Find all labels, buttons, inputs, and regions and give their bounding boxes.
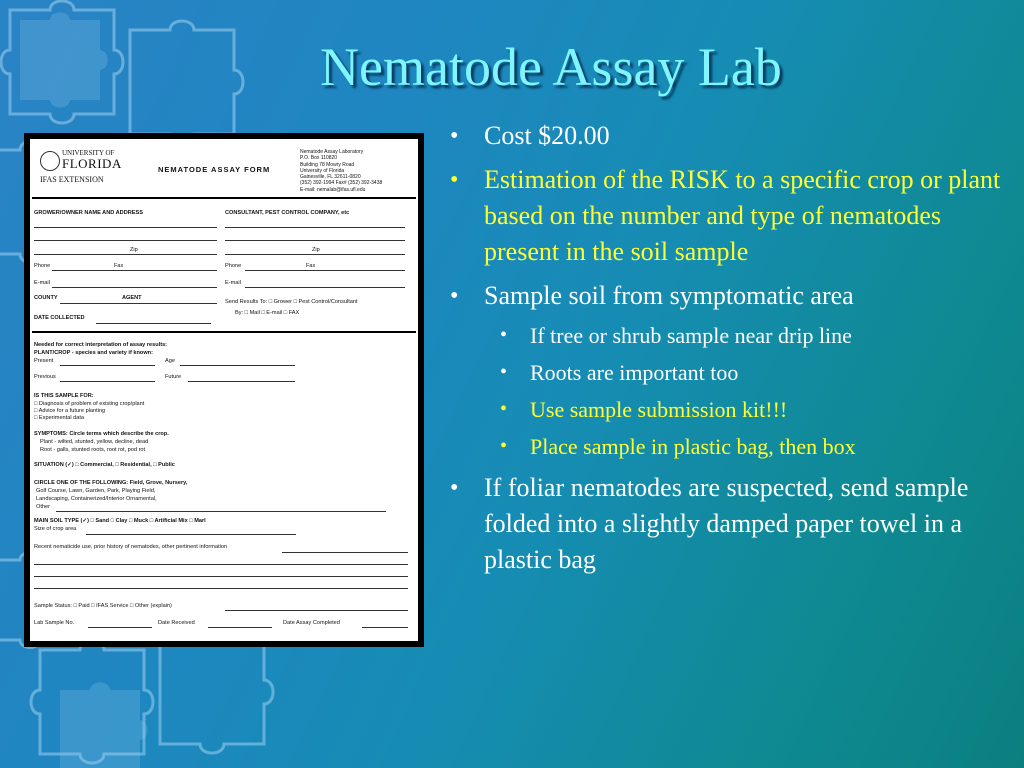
grower-line <box>34 227 217 228</box>
subbullet-roots: • Roots are important too <box>448 357 1018 388</box>
lab-no-line <box>88 627 152 628</box>
send-by-label: By: □ Mail □ E-mail □ FAX <box>235 310 300 316</box>
email-line <box>245 287 405 288</box>
grower-heading: GROWER/OWNER NAME AND ADDRESS <box>34 210 143 216</box>
previous-label: Previous <box>34 374 56 380</box>
is-this-heading: IS THIS SAMPLE FOR: <box>34 393 94 399</box>
email-label: E-mail <box>34 280 50 286</box>
diag-option: □ Advice for a future planting <box>34 408 106 414</box>
agent-label: AGENT <box>122 295 142 301</box>
email-line <box>52 287 217 288</box>
fax-label: Fax <box>114 263 124 269</box>
status-label: Sample Status: □ Paid □ IFAS Service □ Other (explain) <box>34 603 172 609</box>
circle-options: Golf Course, Lawn, Garden, Park, Playing Field, <box>36 488 156 494</box>
county-line <box>60 303 217 304</box>
send-results-label: Send Results To: □ Grower □ Pest Control/Consultant <box>225 299 358 305</box>
diag-option: □ Experimental data <box>34 415 85 421</box>
divider <box>32 331 416 333</box>
bullet-cost: • Cost $20.00 <box>448 118 1018 154</box>
recent-line <box>34 588 408 589</box>
zip-line <box>34 254 217 255</box>
nematode-assay-form-image <box>24 133 424 647</box>
assay-form <box>30 139 418 641</box>
plant-crop-label: PLANT/CROP - species and variety if known: <box>34 350 153 356</box>
soil-type-label: MAIN SOIL TYPE (✓) □ Sand □ Clay □ Muck □ Artificial Mix □ Marl <box>34 518 206 524</box>
subbullet-plastic-bag: • Place sample in plastic bag, then box <box>448 431 1018 462</box>
circle-label: CIRCLE ONE OF THE FOLLOWING: Field, Grove, Nursery, <box>34 480 188 486</box>
bullet-sample-soil: • Sample soil from symptomatic area <box>448 278 1018 314</box>
age-label: Age <box>165 358 175 364</box>
uf-seal-icon <box>40 151 60 171</box>
zip-label: Zip <box>312 247 320 253</box>
future-label: Future <box>165 374 182 380</box>
previous-line <box>60 381 155 382</box>
present-label: Present <box>34 358 54 364</box>
date-collected-line <box>96 323 211 324</box>
future-line <box>188 381 295 382</box>
phone-label: Phone <box>34 263 51 269</box>
situation-label: SITUATION (✓) □ Commercial, □ Residential, □ Public <box>34 462 175 468</box>
form-title: NEMATODE ASSAY FORM <box>158 165 271 174</box>
ifas-extension-label: IFAS EXTENSION <box>40 175 104 184</box>
phone-line <box>52 270 217 271</box>
email-label: E-mail <box>225 280 241 286</box>
county-label: COUNTY <box>34 295 58 301</box>
age-line <box>180 365 295 366</box>
size-label: Size of crop area <box>34 526 77 532</box>
present-line <box>60 365 155 366</box>
size-line <box>86 534 296 535</box>
subbullet-submission-kit: • Use sample submission kit!!! <box>448 394 1018 425</box>
uf-university-label: UNIVERSITY OF <box>62 149 115 157</box>
bullet-foliar-nematodes: • If foliar nematodes are suspected, send sample folded into a slightly damped paper towel in a plastic bag <box>448 470 1018 578</box>
bullet-list <box>448 118 1018 578</box>
form-header <box>40 147 408 195</box>
zip-label: Zip <box>130 247 138 253</box>
date-received-line <box>208 627 272 628</box>
plant-symptoms: Plant - wilted, stunted, yellow, decline, dead <box>40 439 149 445</box>
diag-option: □ Diagnosis of problem of existing crop/plant <box>34 401 145 407</box>
date-assay-label: Date Assay Completed <box>283 620 340 626</box>
fax-label: Fax <box>306 263 316 269</box>
needed-heading: Needed for correct interpretation of assay results: <box>34 342 168 348</box>
circle-options: Landscaping, Containerized/Interior Ornamental, <box>36 496 157 502</box>
recent-line <box>34 576 408 577</box>
consultant-heading: CONSULTANT, PEST CONTROL COMPANY, etc <box>225 210 350 216</box>
subbullet-drip-line: • If tree or shrub sample near drip line <box>448 320 1018 351</box>
lab-address: Nematode Assay Laboratory P.O. Box 110820 Building 78 Mowry Road University of Florida Gainesville, FL 32611-0820 (352) 392-1994 Fax# (352) 392-3438 E-mail: nemalab@ifas.ufl.edu <box>300 149 383 193</box>
bullet-risk-estimation: • Estimation of the RISK to a specific crop or plant based on the number and type of nematodes present in the soil sample <box>448 162 1018 270</box>
uf-florida-label: FLORIDA <box>62 156 122 171</box>
other-label: Other <box>36 504 50 510</box>
root-symptoms: Root - galls, stunted roots, root rot, pod rot <box>40 447 146 453</box>
status-line <box>225 610 408 611</box>
grower-line <box>34 240 217 241</box>
date-received-label: Date Received <box>158 620 195 626</box>
phone-label: Phone <box>225 263 242 269</box>
date-collected-label: DATE COLLECTED <box>34 315 85 321</box>
recent-label: Recent nematicide use, prior history of nematodes, other pertinent information <box>34 544 228 550</box>
symptoms-label: SYMPTOMS: Circle terms which describe the crop. <box>34 431 169 437</box>
slide-title: Nematode Assay Lab <box>320 37 782 97</box>
divider <box>32 197 416 199</box>
recent-line <box>282 552 408 553</box>
lab-no-label: Lab Sample No. <box>34 620 75 626</box>
date-assay-line <box>362 627 408 628</box>
recent-line <box>34 564 408 565</box>
zip-line <box>225 254 405 255</box>
other-line <box>56 511 386 512</box>
phone-line <box>245 270 405 271</box>
consultant-line <box>225 227 405 228</box>
consultant-line <box>225 240 405 241</box>
